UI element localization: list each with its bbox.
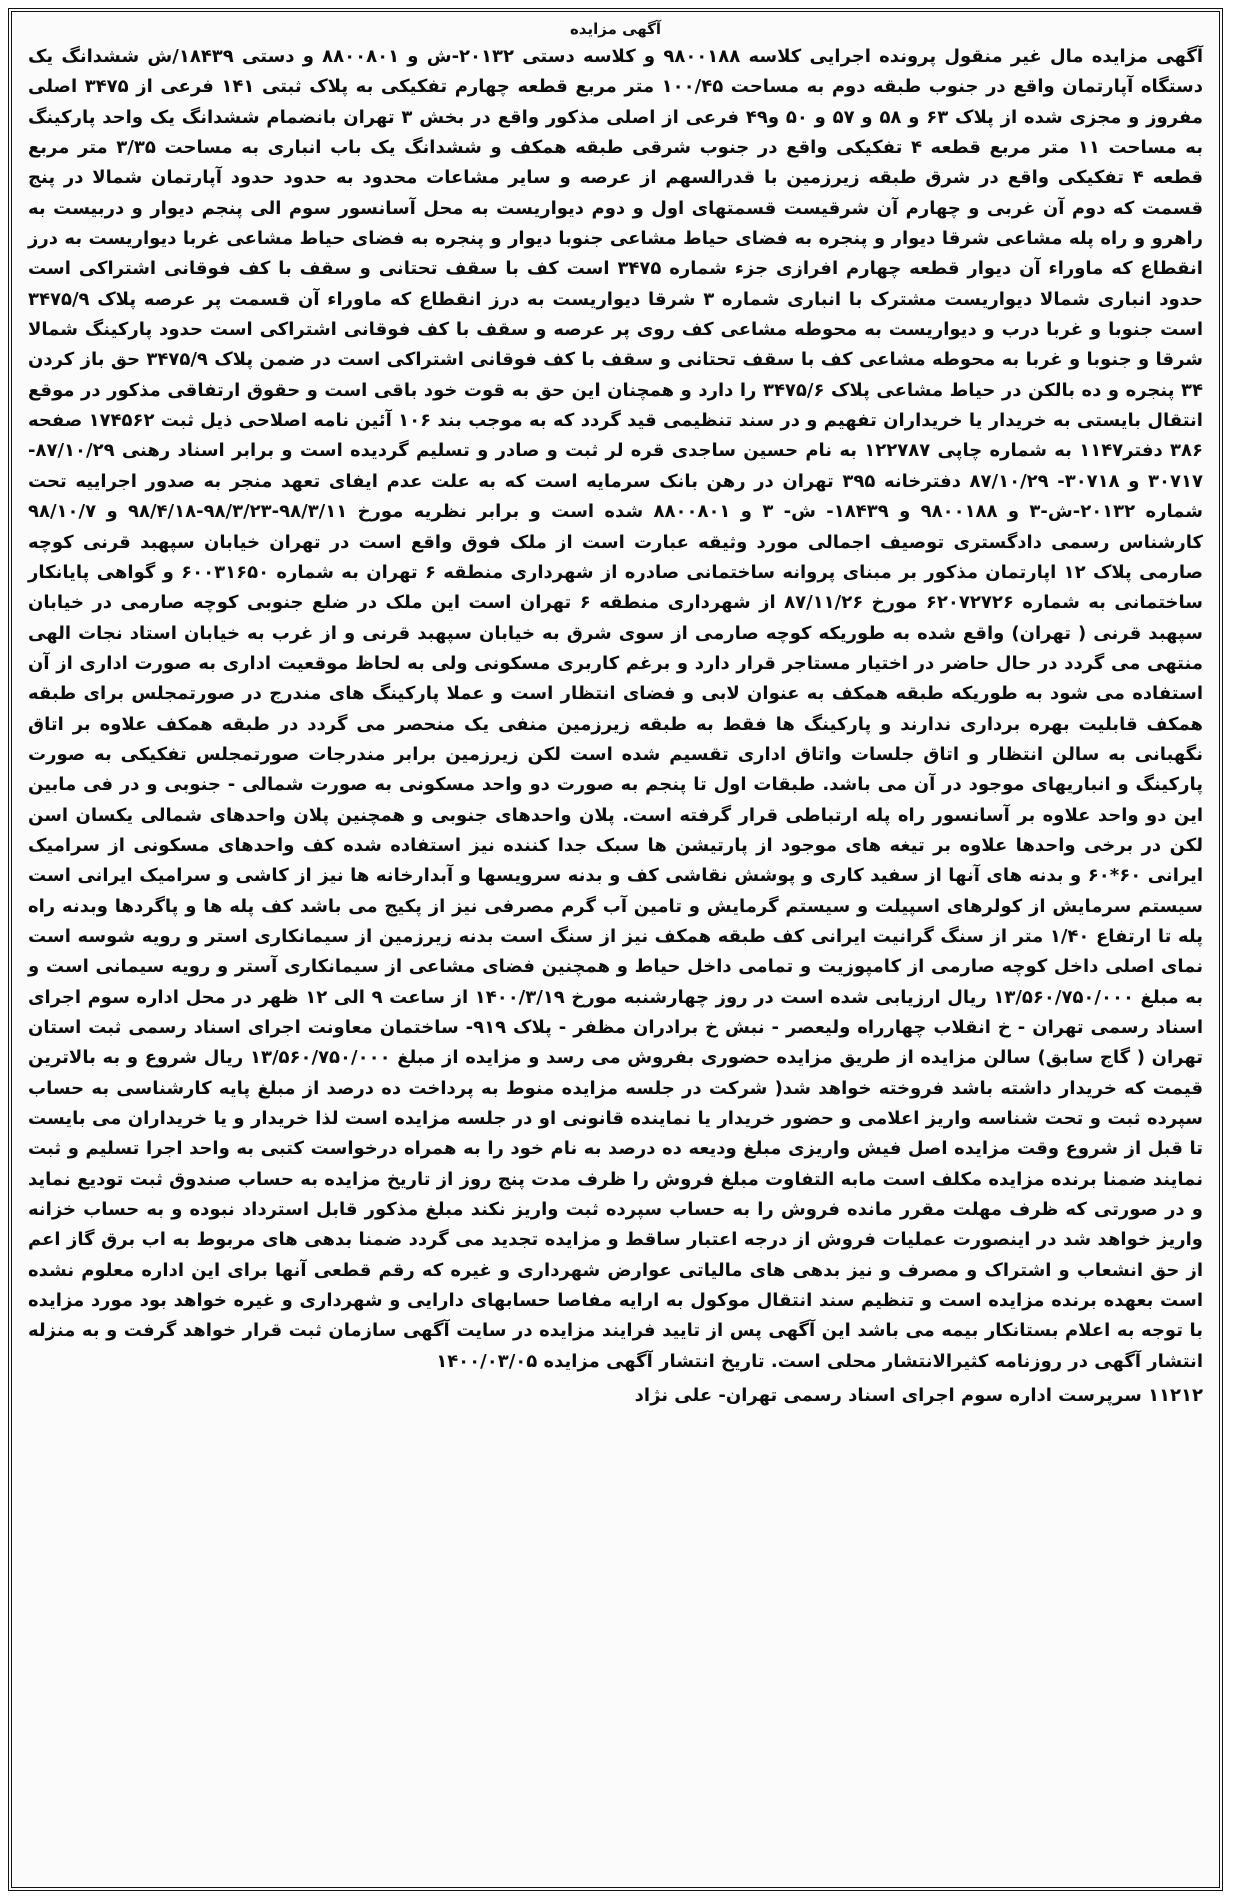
notice-body: آگهی مزایده مال غیر منقول پرونده اجرایی کلاسه ۹۸۰۰۱۸۸ و کلاسه دستی ۲۰۱۳۲-ش و ۸۸۰۰۸۰۱ و دستی ۱۸۴۳۹/ش ششدانگ یک دستگاه آپارتمان واقع در جنوب طبقه دوم به مساحت ۱۰۰/۴۵ متر مربع قطعه چهارم تفکیکی به پلاک ثبتی ۱۴۱ فرعی از ۳۴۷۵ اصلی مفروز و مجزی شده از پلاک ۶۳ و ۵۸ و ۵۷ و ۵۰ و۴۹ فرعی از اصلی مذکور واقع در بخش ۳ تهران بانضمام ششدانگ یک واحد پارکینگ به مساحت ۱۱ متر مربع قطعه ۴ تفکیکی واقع در جنوب شرقی طبقه همکف و ششدانگ یک باب انباری به مساحت ۳/۳۵ متر مربع قطعه ۴ تفکیکی واقع در شرق طبقه زیرزمین با قدرالسهم از عرصه و سایر مشاعات محدود به حدود حدود آپارتمان شمالا در پنج قسمت که دوم آن غربی و چهارم آن شرقیست قسمتهای اول و دوم دیواریست به محل آسانسور سوم الی پنجم دیوار و دربیست به راهرو و راه پله مشاعی شرقا دیوار و پنجره به فضای حیاط مشاعی جنوبا دیوار و پنجره به فضای حیاط مشاعی غربا دیواریست به درز انقطاع که ماوراء آن دیوار قطعه چهارم افرازی جزء شماره ۳۴۷۵ است کف با سقف تحتانی و سقف با کف فوقانی اشتراکی است حدود انباری شمالا دیواریست مشترک با انباری شماره ۳ شرقا دیواریست به درز انقطاع که ماوراء آن قسمت پر عرصه پلاک ۳۴۷۵/۹ است جنوبا و غربا درب و دیواریست به محوطه مشاعی کف روی پر عرصه و سقف با کف فوقانی اشتراکی است حدود پارکینگ شمالا شرقا و جنوبا و غربا به محوطه مشاعی کف با سقف تحتانی و سقف با کف فوقانی اشتراکی است در ضمن پلاک ۳۴۷۵/۹ حق باز کردن ۳۴ پنجره و ده بالکن در حیاط مشاعی پلاک ۳۴۷۵/۶ را دارد و همچنان این حق به قوت خود باقی است و حقوق ارتفاقی مذکور در موقع انتقال بایستی به خریدار یا خریداران تفهیم و در سند تنظیمی قید گردد که به موجب بند ۱۰۶ آئین نامه اصلاحی ذیل ثبت ۱۷۴۵۶۲ صفحه ۳۸۶ دفتر۱۱۴۷ به شماره چاپی ۱۲۲۷۸۷ به نام حسین ساجدی قره لر ثبت و صادر و تسلیم گردیده است و برابر اسناد رهنی ۸۷/۱۰/۲۹- ۳۰۷۱۷ و ۳۰۷۱۸- ۸۷/۱۰/۲۹ دفترخانه ۳۹۵ تهران در رهن بانک سرمایه است که به علت عدم ایفای تعهد منجر به صدور اجراییه تحت شماره ۲۰۱۳۲-ش-۳ و ۹۸۰۰۱۸۸ و ۱۸۴۳۹- ش- ۳ و ۸۸۰۰۸۰۱ شده است و برابر نظریه مورخ ۹۸/۳/۱۱-۹۸/۳/۲۳-۹۸/۴/۱۸ و ۹۸/۱۰/۷ کارشناس رسمی دادگستری توصیف اجمالی مورد وثیقه عبارت است از ملک فوق واقع است در تهران خیابان سپهبد قرنی کوچه صارمی پلاک ۱۲ اپارتمان مذکور بر مبنای پروانه ساختمانی صادره از شهرداری منطقه ۶ تهران به شماره ۶۰۰۳۱۶۵۰ و گواهی پایانکار ساختمانی به شماره ۶۲۰۷۲۷۲۶ مورخ ۸۷/۱۱/۲۶ از شهرداری منطقه ۶ تهران است این ملک در ضلع جنوبی کوچه صارمی در خیابان سپهبد قرنی ( تهران) واقع شده به طوریکه کوچه صارمی از سوی شرق به خیابان سپهبد قرنی و از غرب به خیابان استاد نجات الهی منتهی می گردد در حال حاضر در اختیار مستاجر قرار دارد و برغم کاربری مسکونی ولی به لحاظ موقعیت اداری به صورت اداری از آن استفاده می شود به طوریکه طبقه همکف به عنوان لابی و فضای انتظار است و عملا پارکینگ های مندرج در صورتمجلس برای طبقه همکف قابلیت بهره برداری ندارند و پارکینگ ها فقط به طبقه زیرزمین منفی یک منحصر می گردد در طبقه همکف علاوه بر اتاق نگهبانی به سالن انتظار و اتاق جلسات واتاق اداری تقسیم شده است لکن زیرزمین برابر مندرجات صورتمجلس تفکیکی به صورت پارکینگ و انباریهای موجود در آن می باشد. طبقات اول تا پنجم به صورت دو واحد مسکونی به صورت شمالی - جنوبی و در فی مابین این دو واحد علاوه بر آسانسور راه پله ارتباطی قرار گرفته است. پلان واحدهای جنوبی و همچنین پلان واحدهای شمالی یکسان اسن لکن در برخی واحدها علاوه بر تیغه های موجود از پارتیشن ها سبک جدا کننده نیز استفاده شده کف واحدهای مسکونی از سرامیک ایرانی ۶۰*۶۰ و بدنه های آنها از سفید کاری و پوشش نقاشی کف و بدنه سرویسها و آبدارخانه ها نیز از کاشی و سرامیک ایرانی است سیستم سرمایش از کولرهای اسپیلت و سیستم گرمایش و تامین آب گرم مصرفی نیز از پکیج می باشد کف پله ها و پاگردها وبدنه راه پله تا ارتفاع ۱/۴۰ متر از سنگ گرانیت ایرانی کف طبقه همکف نیز از سنگ است بدنه زیرزمین از سیمانکاری استر و رویه شوسه است نمای اصلی داخل کوچه صارمی از کامپوزیت و تمامی داخل حیاط و همچنین فضای مشاعی از سیمانکاری آستر و رویه سیمانی است و به مبلغ ۱۳/۵۶۰/۷۵۰/۰۰۰ ریال ارزیابی شده است در روز چهارشنبه مورخ ۱۴۰۰/۳/۱۹ از ساعت ۹ الی ۱۲ ظهر در محل اداره سوم اجرای اسناد رسمی تهران - خ انقلاب چهارراه ولیعصر - نبش خ برادران مظفر - پلاک ۹۱۹- ساختمان معاونت اجرای اسناد رسمی ثبت استان تهران ( گاج سابق) سالن مزایده از طریق مزایده حضوری بفروش می رسد و مزایده از مبلغ ۱۳/۵۶۰/۷۵۰/۰۰۰ ریال شروع و به بالاترین قیمت که خریدار داشته باشد فروخته خواهد شد( شرکت در جلسه مزایده منوط به پرداخت ده درصد از مبلغ پایه کارشناسی به حساب سپرده ثبت و تحت شناسه واریز اعلامی و حضور خریدار یا نماینده قانونی او در جلسه مزایده است لذا خریدار و یا خریداران می بایست تا قبل از شروع وقت مزایده اصل فیش واریزی مبلغ ودیعه ده درصد به نام خود را به همراه درخواست کتبی به واحد اجرا تسلیم و ثبت نمایند ضمنا برنده مزایده مکلف است مابه التفاوت مبلغ فروش را ظرف مدت پنج روز از تاریخ مزایده به حساب صندوق ثبت تودیع نماید و در صورتی که ظرف مهلت مقرر مانده فروش را به حساب سپرده ثبت واریز نکند مبلغ مذکور قابل استرداد نبوده و به حساب خزانه واریز خواهد شد در اینصورت عملیات فروش از درجه اعتبار ساقط و مزایده تجدید می گردد ضمنا بدهی های مربوط به اب برق گاز اعم از حق انشعاب و اشتراک و مصرف و نیز بدهی های مالیاتی عوارض شهرداری و غیره که رقم قطعی آنها برای این اداره معلوم نشده است بعهده برنده مزایده است و تنظیم سند انتقال موکول به ارایه مفاصا حسابهای دارایی و شهرداری و غیره خواهد بود مورد مزایده با توجه به اعلام بستانکار بیمه می باشد این آگهی پس از تایید فرایند مزایده در سایت آگهی سازمان ثبت قرار خواهد گرفت و به منزله انتشار آگهی در روزنامه کثیرالانتشار محلی است. تاریخ انتشار آگهی مزایده ۱۴۰۰/۰۳/۰۵ [28, 46, 1204, 1372]
notice-signature: ۱۱۲۱۲ سرپرست اداره سوم اجرای اسناد رسمی تهران- علی نژاد [634, 1385, 1203, 1407]
auction-notice [8, 8, 1223, 1891]
notice-title: آگهی مزایده [569, 20, 662, 38]
